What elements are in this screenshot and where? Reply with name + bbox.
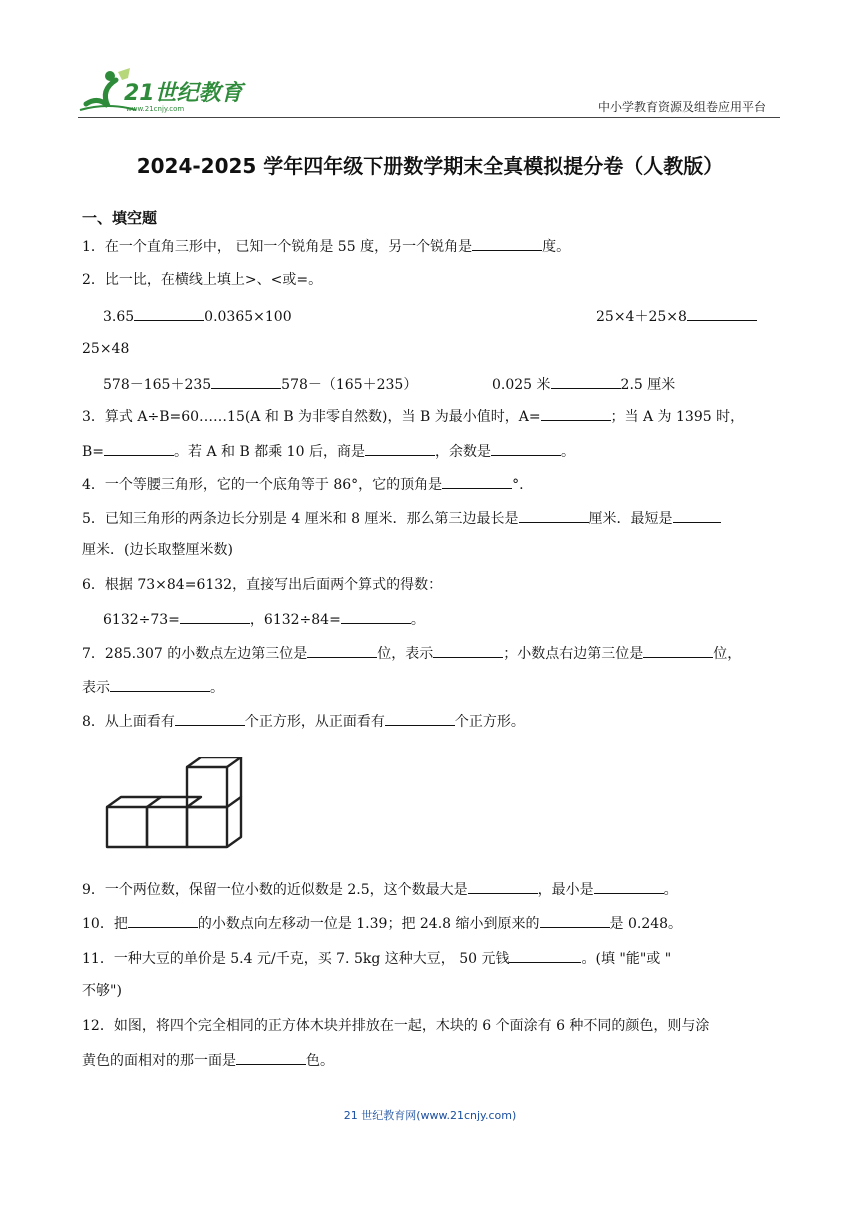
question-2b: 25×4＋25×8 [596, 306, 757, 326]
answer-blank[interactable] [540, 913, 610, 928]
answer-blank[interactable] [341, 609, 411, 624]
question-11: 11．一种大豆的单价是 5.4 元/千克，买 7. 5kg 这种大豆， 50 元钱 。(填 "能"或 " [82, 948, 671, 968]
answer-blank[interactable] [433, 643, 503, 658]
answer-blank[interactable] [365, 441, 435, 456]
answer-blank[interactable] [236, 1050, 306, 1065]
question-2d: 578－165＋235 578－（165＋235） [103, 374, 417, 394]
answer-blank[interactable] [673, 508, 721, 523]
question-7: 7．285.307 的小数点左边第三位是 位，表示 ；小数点右边第三位是 位， [82, 643, 741, 663]
question-9: 9．一个两位数，保留一位小数的近似数是 2.5，这个数最大是 ，最小是 。 [82, 879, 678, 899]
question-6: 6．根据 73×84=6132，直接写出后面两个算式的得数： [82, 577, 443, 593]
question-3-cont: B= 。若 A 和 B 都乘 10 后，商是 ，余数是 。 [82, 441, 575, 461]
answer-blank[interactable] [128, 913, 198, 928]
answer-blank[interactable] [175, 711, 245, 726]
answer-blank[interactable] [211, 374, 281, 389]
question-10: 10．把 的小数点向左移动一位是 1.39；把 24.8 缩小到原来的 是 0.248。 [82, 913, 682, 933]
answer-blank[interactable] [134, 306, 204, 321]
answer-blank[interactable] [442, 474, 512, 489]
page-title: 2024-2025 学年四年级下册数学期末全真模拟提分卷（人教版） [136, 154, 724, 178]
logo-text: 21世纪教育 [124, 81, 243, 106]
answer-blank[interactable] [594, 879, 664, 894]
question-11-cont: 不够") [82, 983, 122, 999]
answer-blank[interactable] [385, 711, 455, 726]
question-2a: 3.65 0.0365×100 [103, 306, 292, 326]
cube-face [147, 807, 187, 847]
footer-link[interactable]: 21 世纪教育网(www.21cnjy.com) [343, 1109, 517, 1122]
answer-blank[interactable] [687, 306, 757, 321]
cube-figure [103, 757, 253, 856]
cube-face [187, 807, 227, 847]
question-5-cont: 厘米．(边长取整厘米数) [82, 542, 233, 558]
answer-blank[interactable] [551, 374, 621, 389]
question-2: 2．比一比，在横线上填上>、<或=。 [82, 272, 323, 288]
question-2e: 0.025 米 2.5 厘米 [492, 374, 675, 394]
answer-blank[interactable] [491, 441, 561, 456]
section-heading: 一、填空题 [82, 209, 158, 227]
question-6-cont: 6132÷73= ，6132÷84= 。 [103, 609, 425, 629]
answer-blank[interactable] [110, 677, 210, 692]
answer-blank[interactable] [180, 609, 250, 624]
answer-blank[interactable] [509, 948, 581, 963]
question-7-cont: 表示 。 [82, 677, 224, 697]
cube-face [107, 807, 147, 847]
site-logo [78, 66, 248, 116]
answer-blank[interactable] [472, 236, 542, 251]
question-3: 3．算式 A÷B=60……15(A 和 B 为非零自然数)，当 B 为最小值时，A= ；当 A 为 1395 时， [82, 406, 744, 426]
header-divider [78, 117, 780, 118]
answer-blank[interactable] [307, 643, 377, 658]
answer-blank[interactable] [519, 508, 589, 523]
question-12-cont: 黄色的面相对的那一面是 色。 [82, 1050, 334, 1070]
answer-blank[interactable] [468, 879, 538, 894]
question-1: 1．在一个直角三形中， 已知一个锐角是 55 度，另一个锐角是 度。 [82, 236, 570, 256]
question-4: 4．一个等腰三角形，它的一个底角等于 86°，它的顶角是 °. [82, 474, 524, 494]
cube-face [187, 767, 227, 807]
question-5: 5．已知三角形的两条边长分别是 4 厘米和 8 厘米．那么第三边最长是 厘米．最短是 [82, 508, 721, 528]
question-2c: 25×48 [82, 341, 130, 357]
question-8: 8．从上面看有 个正方形，从正面看有 个正方形。 [82, 711, 525, 731]
logo-url: www.21cnjy.com [126, 105, 185, 113]
platform-caption: 中小学教育资源及组卷应用平台 [598, 100, 767, 114]
answer-blank[interactable] [541, 406, 611, 421]
answer-blank[interactable] [104, 441, 174, 456]
question-12: 12．如图，将四个完全相同的正方体木块并排放在一起，木块的 6 个面涂有 6 种不同的颜色，则与涂 [82, 1018, 710, 1034]
answer-blank[interactable] [643, 643, 713, 658]
